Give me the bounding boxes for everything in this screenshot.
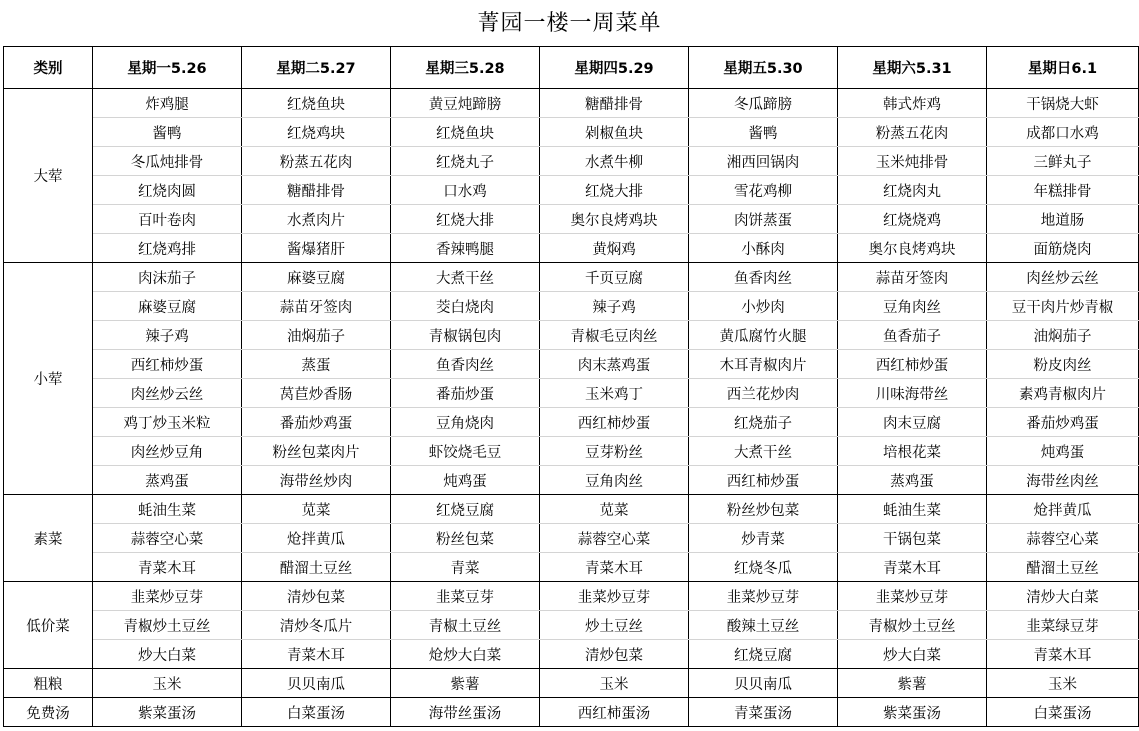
menu-row bbox=[4, 379, 1139, 408]
menu-row bbox=[4, 495, 1139, 524]
dish-cell: 西红柿炒蛋 bbox=[93, 350, 242, 379]
menu-row bbox=[4, 292, 1139, 321]
dish-cell: 水煮牛柳 bbox=[540, 147, 689, 176]
dish-cell: 成都口水鸡 bbox=[987, 118, 1139, 147]
dish-cell: 粉丝包菜 bbox=[391, 524, 540, 553]
dish-cell: 大煮干丝 bbox=[391, 263, 540, 292]
dish-cell: 韭菜炒豆芽 bbox=[540, 582, 689, 611]
dish-cell: 清炒大白菜 bbox=[987, 582, 1139, 611]
dish-cell: 酱爆猪肝 bbox=[242, 234, 391, 263]
dish-cell: 豆芽粉丝 bbox=[540, 437, 689, 466]
dish-cell: 番茄炒鸡蛋 bbox=[242, 408, 391, 437]
dish-cell: 肉丝炒豆角 bbox=[93, 437, 242, 466]
dish-cell: 苋菜 bbox=[540, 495, 689, 524]
dish-cell: 鸡丁炒玉米粒 bbox=[93, 408, 242, 437]
dish-cell: 西红柿炒蛋 bbox=[838, 350, 987, 379]
dish-cell: 韩式炸鸡 bbox=[838, 89, 987, 118]
dish-cell: 青椒毛豆肉丝 bbox=[540, 321, 689, 350]
header-row bbox=[4, 47, 1139, 89]
dish-cell: 蒜蓉空心菜 bbox=[540, 524, 689, 553]
dish-cell: 糖醋排骨 bbox=[540, 89, 689, 118]
dish-cell: 红烧鱼块 bbox=[391, 118, 540, 147]
menu-row bbox=[4, 408, 1139, 437]
menu-row bbox=[4, 611, 1139, 640]
dish-cell: 紫菜蛋汤 bbox=[838, 698, 987, 727]
dish-cell: 虾饺烧毛豆 bbox=[391, 437, 540, 466]
dish-cell: 西红柿蛋汤 bbox=[540, 698, 689, 727]
dish-cell: 粉蒸五花肉 bbox=[838, 118, 987, 147]
dish-cell: 百叶卷肉 bbox=[93, 205, 242, 234]
dish-cell: 炒青菜 bbox=[689, 524, 838, 553]
dish-cell: 川味海带丝 bbox=[838, 379, 987, 408]
dish-cell: 炖鸡蛋 bbox=[391, 466, 540, 495]
menu-row bbox=[4, 437, 1139, 466]
menu-row bbox=[4, 263, 1139, 292]
dish-cell: 蒸蛋 bbox=[242, 350, 391, 379]
dish-cell: 清炒冬瓜片 bbox=[242, 611, 391, 640]
dish-cell: 麻婆豆腐 bbox=[242, 263, 391, 292]
dish-cell: 红烧烧鸡 bbox=[838, 205, 987, 234]
dish-cell: 海带丝炒肉 bbox=[242, 466, 391, 495]
dish-cell: 紫菜蛋汤 bbox=[93, 698, 242, 727]
dish-cell: 青菜木耳 bbox=[93, 553, 242, 582]
dish-cell: 油焖茄子 bbox=[242, 321, 391, 350]
dish-cell: 苋菜 bbox=[242, 495, 391, 524]
dish-cell: 西红柿炒蛋 bbox=[540, 408, 689, 437]
dish-cell: 辣子鸡 bbox=[93, 321, 242, 350]
dish-cell: 玉米 bbox=[987, 669, 1139, 698]
dish-cell: 青菜木耳 bbox=[838, 553, 987, 582]
dish-cell: 红烧大排 bbox=[391, 205, 540, 234]
dish-cell: 白菜蛋汤 bbox=[987, 698, 1139, 727]
category-cell: 粗粮 bbox=[4, 669, 93, 698]
dish-cell: 红烧丸子 bbox=[391, 147, 540, 176]
dish-cell: 黄焖鸡 bbox=[540, 234, 689, 263]
weekly-menu-table bbox=[3, 46, 1139, 727]
dish-cell: 红烧肉丸 bbox=[838, 176, 987, 205]
category-cell: 大荤 bbox=[4, 89, 93, 263]
dish-cell: 蒜蓉空心菜 bbox=[93, 524, 242, 553]
menu-row bbox=[4, 147, 1139, 176]
dish-cell: 鱼香肉丝 bbox=[391, 350, 540, 379]
dish-cell: 韭菜豆芽 bbox=[391, 582, 540, 611]
category-cell: 素菜 bbox=[4, 495, 93, 582]
dish-cell: 豆角肉丝 bbox=[838, 292, 987, 321]
dish-cell: 干锅烧大虾 bbox=[987, 89, 1139, 118]
dish-cell: 肉饼蒸蛋 bbox=[689, 205, 838, 234]
dish-cell: 油焖茄子 bbox=[987, 321, 1139, 350]
dish-cell: 炝炒大白菜 bbox=[391, 640, 540, 669]
dish-cell: 贝贝南瓜 bbox=[689, 669, 838, 698]
menu-row bbox=[4, 640, 1139, 669]
header-category: 类别 bbox=[4, 47, 93, 89]
dish-cell: 肉末蒸鸡蛋 bbox=[540, 350, 689, 379]
dish-cell: 白菜蛋汤 bbox=[242, 698, 391, 727]
dish-cell: 豆干肉片炒青椒 bbox=[987, 292, 1139, 321]
dish-cell: 青菜蛋汤 bbox=[689, 698, 838, 727]
dish-cell: 青菜木耳 bbox=[540, 553, 689, 582]
dish-cell: 粉丝炒包菜 bbox=[689, 495, 838, 524]
dish-cell: 青菜 bbox=[391, 553, 540, 582]
dish-cell: 青椒土豆丝 bbox=[391, 611, 540, 640]
dish-cell: 西兰花炒肉 bbox=[689, 379, 838, 408]
dish-cell: 蚝油生菜 bbox=[93, 495, 242, 524]
dish-cell: 肉丝炒云丝 bbox=[93, 379, 242, 408]
dish-cell: 湘西回锅肉 bbox=[689, 147, 838, 176]
dish-cell: 小酥肉 bbox=[689, 234, 838, 263]
dish-cell: 莴苣炒香肠 bbox=[242, 379, 391, 408]
menu-row bbox=[4, 698, 1139, 727]
dish-cell: 海带丝蛋汤 bbox=[391, 698, 540, 727]
dish-cell: 蒜苗牙签肉 bbox=[838, 263, 987, 292]
dish-cell: 炝拌黄瓜 bbox=[242, 524, 391, 553]
dish-cell: 蚝油生菜 bbox=[838, 495, 987, 524]
dish-cell: 玉米鸡丁 bbox=[540, 379, 689, 408]
dish-cell: 黄瓜腐竹火腿 bbox=[689, 321, 838, 350]
dish-cell: 红烧豆腐 bbox=[689, 640, 838, 669]
dish-cell: 蒜苗牙签肉 bbox=[242, 292, 391, 321]
dish-cell: 玉米 bbox=[540, 669, 689, 698]
dish-cell: 西红柿炒蛋 bbox=[689, 466, 838, 495]
menu-row bbox=[4, 582, 1139, 611]
dish-cell: 麻婆豆腐 bbox=[93, 292, 242, 321]
dish-cell: 奥尔良烤鸡块 bbox=[540, 205, 689, 234]
dish-cell: 蒜蓉空心菜 bbox=[987, 524, 1139, 553]
dish-cell: 辣子鸡 bbox=[540, 292, 689, 321]
menu-row bbox=[4, 553, 1139, 582]
header-day: 星期日6.1 bbox=[987, 47, 1139, 89]
dish-cell: 醋溜土豆丝 bbox=[242, 553, 391, 582]
dish-cell: 酸辣土豆丝 bbox=[689, 611, 838, 640]
dish-cell: 蒸鸡蛋 bbox=[93, 466, 242, 495]
dish-cell: 红烧茄子 bbox=[689, 408, 838, 437]
dish-cell: 粉蒸五花肉 bbox=[242, 147, 391, 176]
dish-cell: 肉丝炒云丝 bbox=[987, 263, 1139, 292]
dish-cell: 番茄炒蛋 bbox=[391, 379, 540, 408]
menu-row bbox=[4, 176, 1139, 205]
dish-cell: 培根花菜 bbox=[838, 437, 987, 466]
dish-cell: 水煮肉片 bbox=[242, 205, 391, 234]
dish-cell: 清炒包菜 bbox=[242, 582, 391, 611]
dish-cell: 千页豆腐 bbox=[540, 263, 689, 292]
header-day: 星期一5.26 bbox=[93, 47, 242, 89]
dish-cell: 紫薯 bbox=[838, 669, 987, 698]
dish-cell: 大煮干丝 bbox=[689, 437, 838, 466]
dish-cell: 海带丝肉丝 bbox=[987, 466, 1139, 495]
dish-cell: 红烧鱼块 bbox=[242, 89, 391, 118]
dish-cell: 玉米 bbox=[93, 669, 242, 698]
dish-cell: 年糕排骨 bbox=[987, 176, 1139, 205]
dish-cell: 地道肠 bbox=[987, 205, 1139, 234]
dish-cell: 蒸鸡蛋 bbox=[838, 466, 987, 495]
dish-cell: 香辣鸭腿 bbox=[391, 234, 540, 263]
dish-cell: 贝贝南瓜 bbox=[242, 669, 391, 698]
dish-cell: 红烧大排 bbox=[540, 176, 689, 205]
dish-cell: 紫薯 bbox=[391, 669, 540, 698]
dish-cell: 炒土豆丝 bbox=[540, 611, 689, 640]
dish-cell: 粉皮肉丝 bbox=[987, 350, 1139, 379]
dish-cell: 玉米炖排骨 bbox=[838, 147, 987, 176]
header-day: 星期五5.30 bbox=[689, 47, 838, 89]
dish-cell: 三鲜丸子 bbox=[987, 147, 1139, 176]
dish-cell: 醋溜土豆丝 bbox=[987, 553, 1139, 582]
dish-cell: 口水鸡 bbox=[391, 176, 540, 205]
dish-cell: 炝拌黄瓜 bbox=[987, 495, 1139, 524]
menu-row bbox=[4, 234, 1139, 263]
dish-cell: 干锅包菜 bbox=[838, 524, 987, 553]
dish-cell: 清炒包菜 bbox=[540, 640, 689, 669]
header-day: 星期三5.28 bbox=[391, 47, 540, 89]
dish-cell: 木耳青椒肉片 bbox=[689, 350, 838, 379]
dish-cell: 素鸡青椒肉片 bbox=[987, 379, 1139, 408]
dish-cell: 青椒锅包肉 bbox=[391, 321, 540, 350]
dish-cell: 冬瓜炖排骨 bbox=[93, 147, 242, 176]
dish-cell: 红烧冬瓜 bbox=[689, 553, 838, 582]
header-day: 星期四5.29 bbox=[540, 47, 689, 89]
header-day: 星期二5.27 bbox=[242, 47, 391, 89]
dish-cell: 鱼香茄子 bbox=[838, 321, 987, 350]
dish-cell: 炒大白菜 bbox=[93, 640, 242, 669]
dish-cell: 冬瓜蹄膀 bbox=[689, 89, 838, 118]
dish-cell: 韭菜炒豆芽 bbox=[93, 582, 242, 611]
dish-cell: 豆角烧肉 bbox=[391, 408, 540, 437]
dish-cell: 炒大白菜 bbox=[838, 640, 987, 669]
dish-cell: 豆角肉丝 bbox=[540, 466, 689, 495]
dish-cell: 红烧豆腐 bbox=[391, 495, 540, 524]
menu-row bbox=[4, 118, 1139, 147]
menu-row bbox=[4, 524, 1139, 553]
dish-cell: 酱鸭 bbox=[689, 118, 838, 147]
dish-cell: 炸鸡腿 bbox=[93, 89, 242, 118]
dish-cell: 茭白烧肉 bbox=[391, 292, 540, 321]
page-title: 菁园一楼一周菜单 bbox=[477, 11, 662, 36]
dish-cell: 青椒炒土豆丝 bbox=[838, 611, 987, 640]
dish-cell: 青椒炒土豆丝 bbox=[93, 611, 242, 640]
dish-cell: 肉末豆腐 bbox=[838, 408, 987, 437]
dish-cell: 韭菜绿豆芽 bbox=[987, 611, 1139, 640]
menu-body bbox=[4, 89, 1139, 727]
dish-cell: 青菜木耳 bbox=[242, 640, 391, 669]
dish-cell: 韭菜炒豆芽 bbox=[689, 582, 838, 611]
dish-cell: 酱鸭 bbox=[93, 118, 242, 147]
dish-cell: 炖鸡蛋 bbox=[987, 437, 1139, 466]
dish-cell: 面筋烧肉 bbox=[987, 234, 1139, 263]
menu-row bbox=[4, 466, 1139, 495]
menu-row bbox=[4, 321, 1139, 350]
dish-cell: 糖醋排骨 bbox=[242, 176, 391, 205]
category-cell: 免费汤 bbox=[4, 698, 93, 727]
dish-cell: 粉丝包菜肉片 bbox=[242, 437, 391, 466]
dish-cell: 黄豆炖蹄膀 bbox=[391, 89, 540, 118]
dish-cell: 鱼香肉丝 bbox=[689, 263, 838, 292]
dish-cell: 青菜木耳 bbox=[987, 640, 1139, 669]
category-cell: 小荤 bbox=[4, 263, 93, 495]
dish-cell: 肉沫茄子 bbox=[93, 263, 242, 292]
menu-row bbox=[4, 205, 1139, 234]
menu-row bbox=[4, 89, 1139, 118]
dish-cell: 小炒肉 bbox=[689, 292, 838, 321]
dish-cell: 红烧鸡排 bbox=[93, 234, 242, 263]
dish-cell: 红烧肉圆 bbox=[93, 176, 242, 205]
dish-cell: 红烧鸡块 bbox=[242, 118, 391, 147]
dish-cell: 奥尔良烤鸡块 bbox=[838, 234, 987, 263]
menu-row bbox=[4, 669, 1139, 698]
dish-cell: 韭菜炒豆芽 bbox=[838, 582, 987, 611]
dish-cell: 番茄炒鸡蛋 bbox=[987, 408, 1139, 437]
dish-cell: 雪花鸡柳 bbox=[689, 176, 838, 205]
menu-row bbox=[4, 350, 1139, 379]
dish-cell: 剁椒鱼块 bbox=[540, 118, 689, 147]
header-day: 星期六5.31 bbox=[838, 47, 987, 89]
category-cell: 低价菜 bbox=[4, 582, 93, 669]
